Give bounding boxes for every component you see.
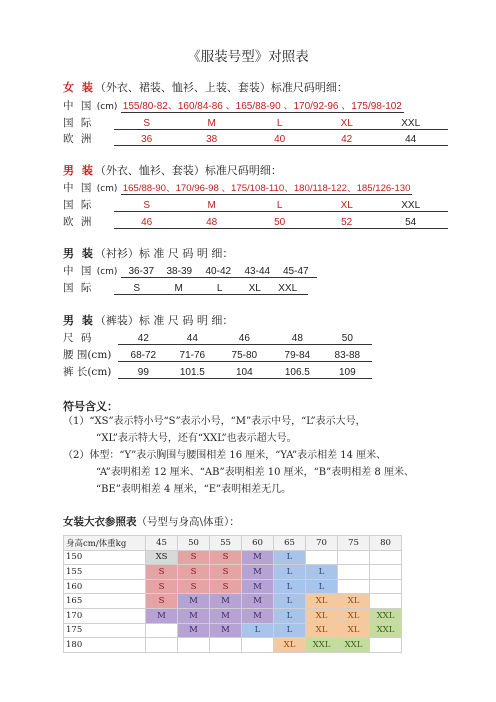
men-intl-row [63, 197, 448, 212]
size-cell: XL [274, 638, 306, 653]
women-desc: （外衣、裙装、恤衫、上装、套装）标准尺码明细： [94, 81, 348, 94]
size-cell: S [178, 550, 210, 565]
size-value: 48 [291, 333, 303, 344]
size-cell: L [306, 579, 338, 594]
pants-heading: 男 装 [63, 314, 95, 327]
size-cell: XL [338, 623, 370, 638]
men-intl-values [114, 200, 448, 212]
men-desc: （外衣、恤衫、套装）标准尺码明细： [94, 164, 282, 177]
size-cell: XXL [370, 623, 402, 638]
weight-header: 60 [242, 536, 274, 551]
size-cell [146, 623, 178, 638]
size-value: 109 [339, 367, 356, 378]
height-cell: 165 [64, 594, 146, 609]
size-value: 83-88 [334, 350, 361, 361]
size-cell: S [178, 565, 210, 580]
size-value: XXL [278, 283, 298, 294]
women-heading: 女 装 [63, 81, 95, 94]
table-row [64, 550, 402, 565]
size-value: 36-37 [128, 266, 155, 277]
weight-header: 75 [338, 536, 370, 551]
weight-header: 70 [306, 536, 338, 551]
size-value: 75-80 [231, 350, 258, 361]
size-cell: M [178, 608, 210, 623]
shirt-cn-values [121, 266, 317, 278]
size-cell [338, 565, 370, 580]
size-value: 48 [206, 217, 218, 228]
size-cell [338, 579, 370, 594]
table-title-bold: 女装大衣参照表 [63, 516, 137, 528]
size-value: XXL [401, 118, 421, 129]
table-row [64, 565, 402, 580]
height-cell: 170 [64, 608, 146, 623]
size-value: 42 [341, 134, 353, 145]
size-cell: XL [338, 594, 370, 609]
size-cell: XS [146, 550, 178, 565]
shirt-heading-line [63, 245, 233, 261]
symbols-line-3: （2）体型：“Y”表示胸围与腰围相差 16 厘米，“YA”表示相差 14 厘米、 [63, 450, 387, 461]
shirt-intl-values [114, 283, 308, 295]
weight-header: 50 [178, 536, 210, 551]
women-intl-row [63, 115, 448, 130]
table-title-rest: （号型与身高\体重）： [136, 516, 240, 528]
pants-waist-label: 腰 围(cm) [63, 349, 112, 361]
height-cell: 160 [64, 579, 146, 594]
size-cell: L [274, 594, 306, 609]
size-cell: S [210, 579, 242, 594]
size-cell: S [146, 594, 178, 609]
shirt-intl-label: 国 际 [63, 282, 94, 294]
size-value: 45-47 [282, 266, 309, 277]
size-cell: M [146, 608, 178, 623]
symbols-line-5: “BE”表明相差 4 厘米，“E”表明相差无几。 [96, 484, 292, 495]
size-cell: L [274, 623, 306, 638]
weight-header: 45 [146, 536, 178, 551]
size-value: XL [248, 283, 261, 294]
size-cell: XXL [306, 638, 338, 653]
size-cell: M [242, 550, 274, 565]
height-cell: 180 [64, 638, 146, 653]
size-value: 40-42 [205, 266, 232, 277]
table-row [64, 579, 402, 594]
size-cell: XL [306, 623, 338, 638]
size-value: L [276, 118, 283, 129]
pants-length-values [118, 367, 372, 379]
table-row [64, 638, 402, 653]
shirt-cn-label: 中 国 [63, 265, 94, 277]
size-value: 40 [274, 134, 286, 145]
size-value: 50 [341, 333, 353, 344]
size-cell: M [242, 594, 274, 609]
shirt-cn-row [63, 263, 317, 278]
women-eu-label: 欧 洲 [63, 133, 94, 145]
weight-header: 55 [210, 536, 242, 551]
symbols-line-4: “A”表明相差 12 厘米、“AB”表明相差 10 厘米，“B”表明相差 8 厘米、 [96, 467, 414, 478]
size-value: XXL [401, 200, 421, 211]
size-value: 44 [405, 134, 417, 145]
shirt-unit: (cm) [96, 267, 118, 277]
pants-size-row [63, 330, 372, 345]
women-cn-row [63, 97, 404, 113]
size-cell [370, 550, 402, 565]
women-heading-line [63, 79, 348, 95]
size-cell: XXL [370, 608, 402, 623]
coat-size-table [63, 535, 402, 653]
size-value: 54 [405, 217, 417, 228]
size-value: 71-76 [179, 350, 206, 361]
size-cell [242, 638, 274, 653]
size-value: 104 [236, 367, 253, 378]
men-intl-label: 国 际 [63, 199, 94, 211]
women-cn-label: 中 国 [63, 100, 94, 112]
size-value: XL [340, 200, 353, 211]
table-row [64, 623, 402, 638]
size-value: 43-44 [244, 266, 271, 277]
size-value: 79-84 [284, 350, 311, 361]
size-value: 38 [206, 134, 218, 145]
height-cell: 150 [64, 550, 146, 565]
height-cell: 155 [64, 565, 146, 580]
pants-waist-row [63, 347, 372, 362]
table-title [63, 514, 240, 529]
women-eu-row [63, 131, 448, 146]
men-heading-line [63, 162, 282, 178]
size-value: 46 [141, 217, 153, 228]
size-value: 38-39 [166, 266, 193, 277]
size-value: 101.5 [179, 367, 205, 378]
size-cell: M [210, 594, 242, 609]
size-value: 44 [186, 333, 198, 344]
symbols-title: 符号含义： [63, 400, 118, 413]
size-cell: M [242, 579, 274, 594]
size-cell: L [274, 550, 306, 565]
size-cell: L [242, 623, 274, 638]
size-value: M [207, 118, 216, 129]
size-cell: M [242, 608, 274, 623]
shirt-heading: 男 装 [63, 247, 95, 260]
size-cell [338, 550, 370, 565]
size-cell: L [274, 565, 306, 580]
pants-length-label: 裤 长(cm) [63, 366, 112, 378]
size-cell [146, 638, 178, 653]
size-cell [178, 638, 210, 653]
size-cell [370, 638, 402, 653]
size-cell: S [146, 579, 178, 594]
men-eu-label: 欧 洲 [63, 216, 94, 228]
size-cell [370, 579, 402, 594]
men-eu-row [63, 214, 448, 229]
size-cell: L [274, 579, 306, 594]
size-value: 42 [137, 333, 149, 344]
size-cell: S [210, 550, 242, 565]
pants-size-label: 尺 码 [63, 332, 94, 344]
size-cell [210, 638, 242, 653]
size-cell: M [210, 608, 242, 623]
size-value: M [207, 200, 216, 211]
size-value: 52 [341, 217, 353, 228]
women-intl-values [114, 118, 448, 130]
table-row [64, 608, 402, 623]
pants-waist-values [118, 350, 372, 362]
size-value: 68-72 [130, 350, 157, 361]
size-cell: M [178, 594, 210, 609]
women-unit: (cm) [96, 102, 118, 112]
women-intl-label: 国 际 [63, 117, 94, 129]
size-cell [370, 594, 402, 609]
size-value: L [276, 200, 283, 211]
size-cell: XXL [338, 638, 370, 653]
shirt-desc: （衬衫）标 准 尺 码 明 细： [94, 247, 234, 260]
table-header-row [64, 536, 402, 551]
men-unit: (cm) [96, 184, 118, 194]
pants-size-values [118, 333, 372, 345]
women-eu-values [114, 134, 448, 146]
men-eu-values [114, 217, 448, 229]
men-heading: 男 装 [63, 164, 95, 177]
size-cell: S [178, 579, 210, 594]
size-cell: XL [306, 608, 338, 623]
men-cn-values: 165/88-90、170/96-98 、175/108-110、180/118-122、185/126-130 [121, 180, 413, 195]
pants-heading-line [63, 312, 233, 328]
size-value: S [133, 283, 141, 294]
table-corner-cell: 身高cm/体重kg [64, 536, 146, 551]
size-cell: S [146, 565, 178, 580]
size-cell [306, 550, 338, 565]
size-cell: M [210, 623, 242, 638]
women-cn-values: 155/80-82、160/84-86 、165/88-90 、170/92-96 、175/98-102 [121, 97, 404, 113]
size-cell [370, 565, 402, 580]
size-value: 99 [137, 367, 149, 378]
size-cell: S [210, 565, 242, 580]
size-value: L [216, 283, 223, 294]
height-cell: 175 [64, 623, 146, 638]
weight-header: 80 [370, 536, 402, 551]
table-row [64, 594, 402, 609]
men-cn-label: 中 国 [63, 182, 94, 194]
size-cell: XL [306, 594, 338, 609]
size-cell: L [274, 608, 306, 623]
weight-header: 65 [274, 536, 306, 551]
symbols-line-1: （1）“XS”表示特小号“S”表示小号，“M”表示中号，“L”表示大号， [63, 416, 366, 427]
size-value: 46 [238, 333, 250, 344]
size-value: XL [340, 118, 353, 129]
pants-desc: （裤装）标 准 尺 码 明 细： [94, 314, 234, 327]
size-cell: M [242, 565, 274, 580]
size-value: S [143, 200, 151, 211]
pants-length-row [63, 364, 372, 379]
size-value: 36 [141, 134, 153, 145]
size-cell: XL [338, 608, 370, 623]
size-cell: M [178, 623, 210, 638]
size-value: S [143, 118, 151, 129]
size-value: M [174, 283, 183, 294]
shirt-intl-row [63, 280, 308, 295]
size-cell: L [306, 565, 338, 580]
symbols-line-2: “XL”表示特大号，还有“XXL”也表示超大号。 [96, 433, 297, 444]
page-title: 《服装号型》对照表 [187, 49, 309, 65]
size-value: 106.5 [284, 367, 310, 378]
men-cn-row [63, 180, 412, 195]
size-value: 50 [274, 217, 286, 228]
